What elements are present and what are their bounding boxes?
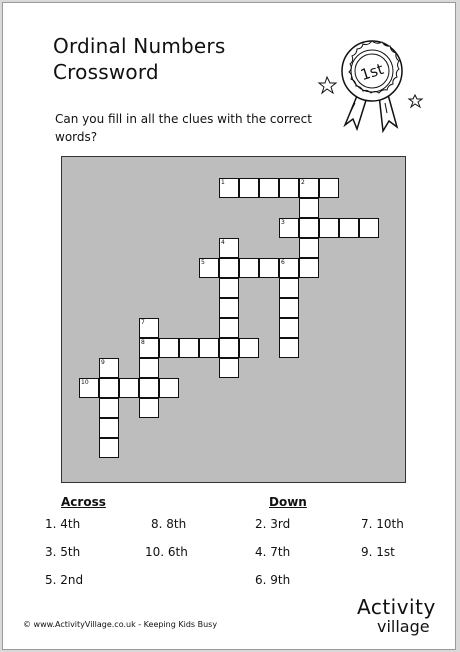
crossword-cell[interactable]	[79, 378, 99, 398]
clue-number: 6	[281, 259, 285, 266]
crossword-cell[interactable]	[99, 378, 119, 398]
clue-number: 4	[221, 239, 225, 246]
crossword-cell[interactable]	[279, 298, 299, 318]
down-clue: 7. 10th	[361, 517, 404, 531]
across-header: Across	[61, 495, 106, 509]
copyright-footer: © www.ActivityVillage.co.uk - Keeping Kids Busy	[23, 620, 218, 629]
across-clue: 5. 2nd	[45, 573, 84, 587]
crossword-cell[interactable]	[139, 318, 159, 338]
clue-number: 9	[101, 359, 105, 366]
across-clue: 8. 8th	[151, 517, 187, 531]
activity-village-logo	[355, 595, 445, 641]
clue-number: 5	[201, 259, 205, 266]
crossword-cell[interactable]	[219, 258, 239, 278]
crossword-cell[interactable]	[239, 258, 259, 278]
down-clue: 4. 7th	[255, 545, 291, 559]
crossword-cell[interactable]	[139, 338, 159, 358]
across-clue: 1. 4th	[45, 517, 81, 531]
brand-line-2: village	[377, 617, 430, 636]
crossword-cell[interactable]	[359, 218, 379, 238]
crossword-cell[interactable]	[159, 338, 179, 358]
crossword-cell[interactable]	[199, 338, 219, 358]
crossword-cell[interactable]	[99, 438, 119, 458]
crossword-cell[interactable]	[239, 338, 259, 358]
crossword-cell[interactable]	[139, 398, 159, 418]
crossword-cell[interactable]	[299, 258, 319, 278]
crossword-cell[interactable]	[179, 338, 199, 358]
crossword-cell[interactable]	[279, 178, 299, 198]
down-header: Down	[269, 495, 307, 509]
down-clue: 9. 1st	[361, 545, 395, 559]
crossword-cell[interactable]	[119, 378, 139, 398]
title-line-2: Crossword	[53, 60, 159, 84]
clue-number: 7	[141, 319, 145, 326]
clue-number: 2	[301, 179, 305, 186]
brand-line-1: Activity	[357, 595, 436, 619]
crossword-cell[interactable]	[199, 258, 219, 278]
crossword-cell[interactable]	[139, 358, 159, 378]
worksheet-page	[2, 2, 456, 650]
crossword-cell[interactable]	[99, 418, 119, 438]
rosette-badge-icon	[317, 33, 427, 133]
across-clue: 10. 6th	[145, 545, 188, 559]
crossword-cell[interactable]	[219, 298, 239, 318]
crossword-cell[interactable]	[219, 238, 239, 258]
instructions-text: Can you fill in all the clues with the correct words?	[55, 112, 312, 144]
clue-number: 10	[81, 379, 89, 386]
crossword-cell[interactable]	[139, 378, 159, 398]
crossword-grid	[61, 156, 404, 481]
across-clue: 3. 5th	[45, 545, 81, 559]
crossword-cell[interactable]	[99, 398, 119, 418]
badge-label: 1st	[358, 59, 386, 85]
crossword-cell[interactable]	[99, 358, 119, 378]
crossword-cell[interactable]	[339, 218, 359, 238]
crossword-cell[interactable]	[159, 378, 179, 398]
crossword-cell[interactable]	[299, 178, 319, 198]
clue-number: 8	[141, 339, 145, 346]
down-clue: 6. 9th	[255, 573, 291, 587]
crossword-cell[interactable]	[319, 178, 339, 198]
crossword-cell[interactable]	[299, 198, 319, 218]
crossword-cell[interactable]	[219, 178, 239, 198]
clue-number: 3	[281, 219, 285, 226]
crossword-cell[interactable]	[279, 218, 299, 238]
crossword-cell[interactable]	[219, 338, 239, 358]
crossword-cell[interactable]	[279, 278, 299, 298]
crossword-cell[interactable]	[299, 238, 319, 258]
clue-number: 1	[221, 179, 225, 186]
crossword-cell[interactable]	[219, 278, 239, 298]
page-title	[53, 33, 225, 85]
crossword-cell[interactable]	[279, 318, 299, 338]
crossword-cell[interactable]	[259, 258, 279, 278]
crossword-cell[interactable]	[259, 178, 279, 198]
crossword-cell[interactable]	[239, 178, 259, 198]
crossword-cell[interactable]	[279, 338, 299, 358]
down-clue: 2. 3rd	[255, 517, 291, 531]
crossword-cell[interactable]	[219, 358, 239, 378]
crossword-cell[interactable]	[319, 218, 339, 238]
crossword-cell[interactable]	[219, 318, 239, 338]
title-line-1: Ordinal Numbers	[53, 34, 226, 58]
crossword-cell[interactable]	[279, 258, 299, 278]
crossword-cell[interactable]	[299, 218, 319, 238]
